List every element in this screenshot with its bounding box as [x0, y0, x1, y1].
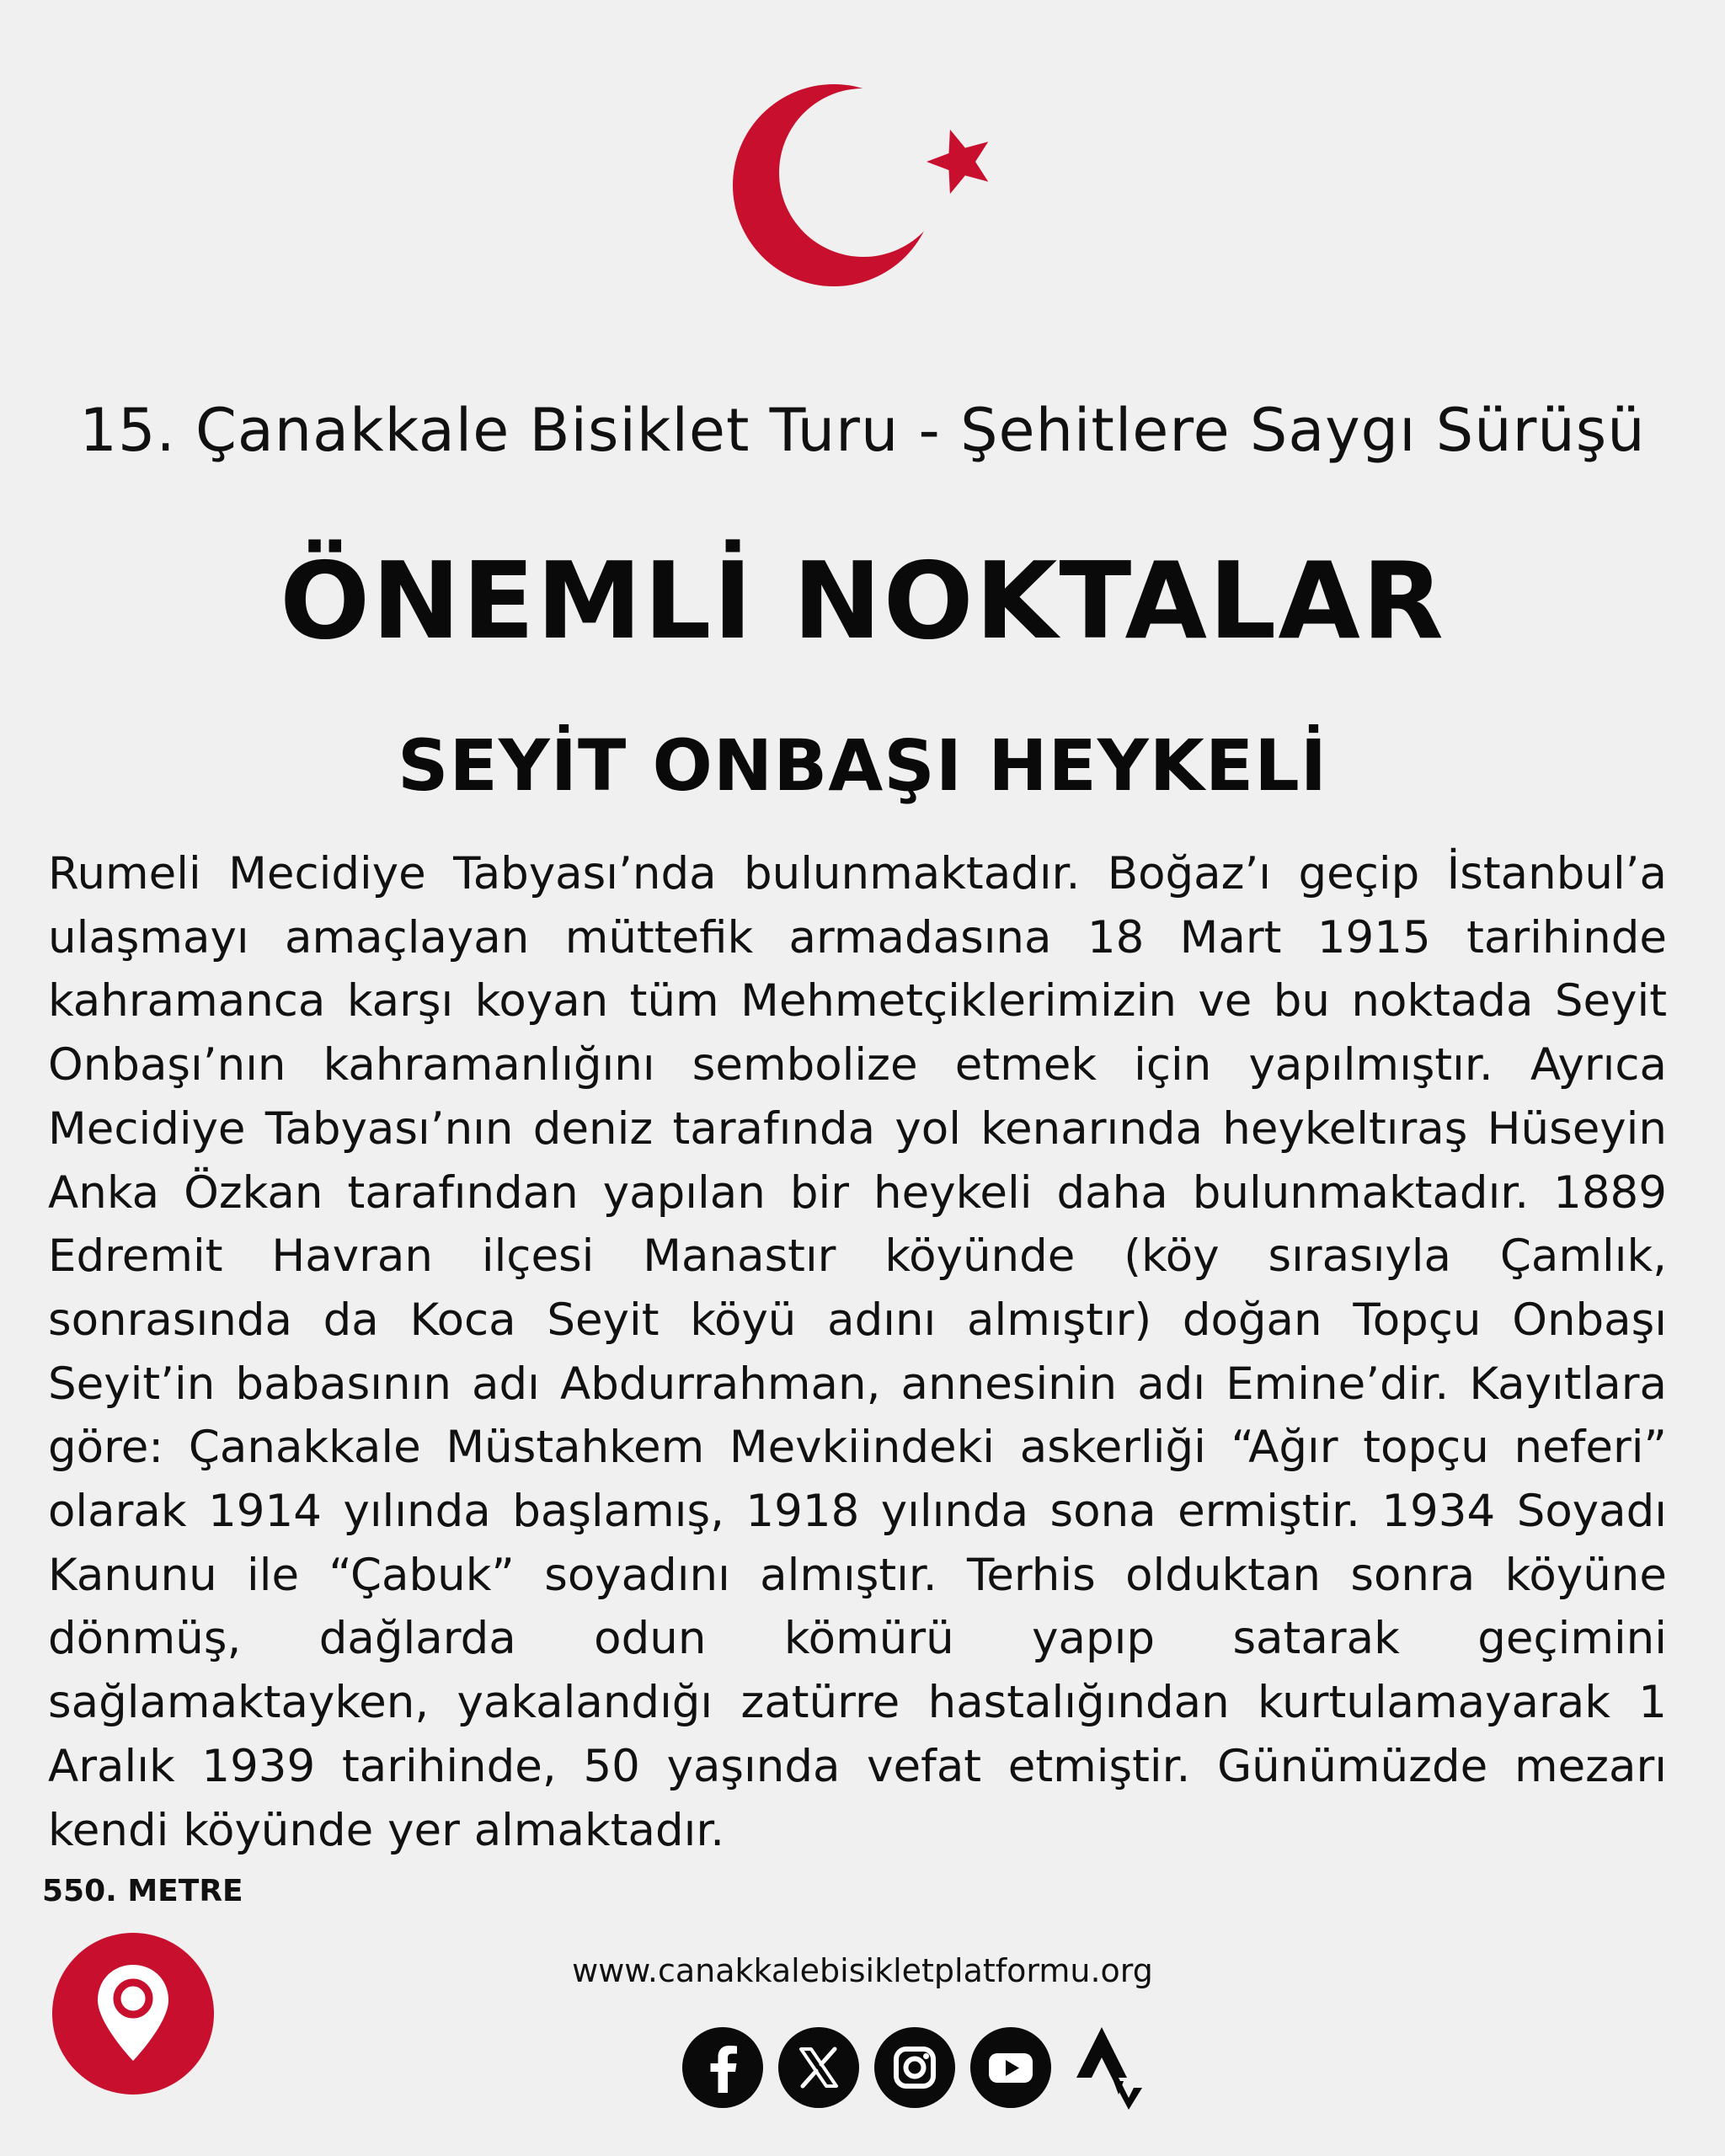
social-links — [681, 2025, 1149, 2110]
facebook-icon[interactable] — [681, 2025, 765, 2110]
page-title: ÖNEMLİ NOKTALAR — [280, 539, 1445, 663]
x-icon[interactable] — [777, 2025, 861, 2110]
section-body: Rumeli Mecidiye Tabyası’nda bulunmaktadır. Boğaz’ı geçip İstanbul’a ulaşmayı amaçlayan müttefik armadasına 18 Mart 1915 tarihinde kahramanca karşı koyan tüm Mehmetçiklerimizin ve bu noktada Seyit Onbaşı’nın kahramanlığını sembolize etmek için yapılmıştır. Ayrıca Mecidiye Tabyası’nın deniz tarafında yol kenarında heykeltıraş Hüseyin Anka Özkan tarafından yapılan bir heykeli daha bulunmaktadır. 1889 Edremit Havran ilçesi Manastır köyünde (köy sırasıyla Çamlık, sonrasında da Koca Seyit köyü adını almıştır) doğan Topçu Onbaşı Seyit’in babasının adı Abdurrahman, annesinin adı Emine’dir. Kayıtlara göre: Çanakkale Müstahkem Mevkiindeki askerliği “Ağır topçu neferi” olarak 1914 yılında başlamış, 1918 yılında sona ermiştir. 1934 Soyadı Kanunu ile “Çabuk” soyadını almıştır. Terhis olduktan sonra köyüne dönmüş, dağlarda odun kömürü yapıp satarak geçimini sağlamaktayken, yakalandığı zatürre hastalığından kurtulamayarak 1 Aralık 1939 tarihinde, 50 yaşında vefat etmiştir. Günümüzde mezarı kendi köyünde yer almaktadır. — [48, 848, 1667, 1856]
section-title: SEYİT ONBAŞI HEYKELİ — [397, 724, 1327, 807]
strava-icon[interactable] — [1065, 2025, 1149, 2110]
instagram-icon[interactable] — [873, 2025, 957, 2110]
event-subtitle: 15. Çanakkale Bisiklet Turu - Şehitlere Saygı Sürüşü — [79, 396, 1646, 465]
crescent-star-icon — [733, 84, 1019, 286]
distance-label: 550. METRE — [42, 1874, 243, 1908]
website-link[interactable]: www.canakkalebisikletplatformu.org — [572, 1952, 1153, 1989]
youtube-icon[interactable] — [969, 2025, 1053, 2110]
